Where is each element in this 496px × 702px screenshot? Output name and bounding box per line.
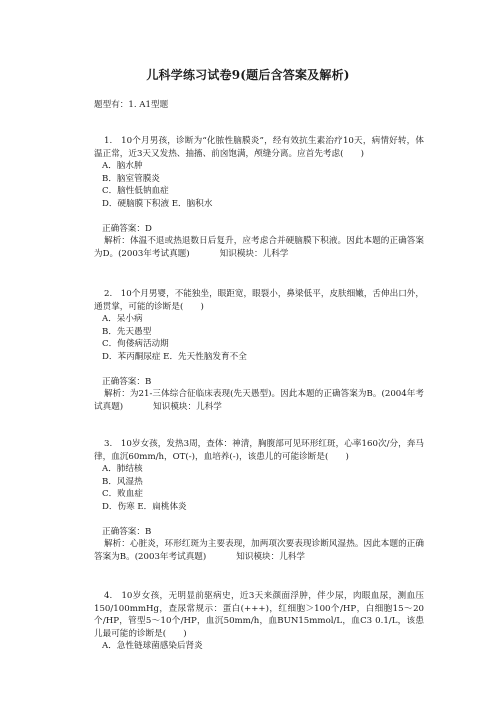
question-2-option-d-e: D．苯丙酮尿症 E．先天性脑发育不全 bbox=[102, 351, 247, 362]
question-3-answer: 正确答案：B bbox=[102, 526, 152, 537]
question-1-answer: 正确答案：D bbox=[102, 223, 152, 234]
question-3-option-b: B．风湿热 bbox=[102, 476, 143, 487]
question-1-option-d-e: D．硬脑膜下积液 E．脑积水 bbox=[102, 198, 213, 209]
question-3-analysis bbox=[94, 538, 424, 563]
page-title: 儿科学练习试卷9(题后含答案及解析) bbox=[146, 68, 350, 82]
question-4-stem: 4. 10岁女孩，无明显前驱病史，近3天来颜面浮肿，伴少尿，肉眼血尿，测血压150/100mmHg，查尿常规示：蛋白(+++)，红细胞＞100个/HP，白细胞15～20个/HP，管型5～10个/HP，血沉50mm/h，血BUN15mmol/L，血C3 0.1/L，该患儿最可能的诊断是( ) bbox=[94, 591, 424, 639]
question-3-option-a: A．肺结核 bbox=[102, 464, 143, 475]
question-1-block bbox=[94, 135, 424, 260]
question-3-block bbox=[94, 438, 424, 563]
question-3-stem: 3. 10岁女孩，发热3周，查体：神清，胸腹部可见环形红斑，心率160次/分，奔马律，血沉60mm/h，OT(-)，血培养(-)，该患儿的可能诊断是( ) bbox=[94, 439, 424, 462]
question-1-option-b: B．脑室管膜炎 bbox=[102, 173, 160, 184]
question-2-analysis bbox=[94, 388, 424, 413]
question-3-option-c: C．败血症 bbox=[102, 489, 143, 500]
question-3-option-d-e: D．伤寒 E．扁桃体炎 bbox=[102, 501, 187, 512]
question-1-analysis bbox=[94, 235, 424, 260]
question-2-option-a: A．呆小病 bbox=[102, 314, 143, 325]
question-1-option-a: A．脑水肿 bbox=[102, 161, 143, 172]
question-3-analysis-text: 解析：心脏炎，环形红斑为主要表现，加两项次要表现诊断风湿热。因此本题的正确答案为B。(2003年考试真题) bbox=[94, 539, 424, 562]
question-4-block bbox=[94, 590, 424, 653]
question-2-option-b: B．先天愚型 bbox=[102, 326, 152, 337]
question-1-analysis-text: 解析：体温不退或热退数日后复升，应考虑合并硬脑膜下积液。因此本题的正确答案为D。(2003年考试真题) bbox=[94, 236, 424, 259]
question-1-module: 知识模块：儿科学 bbox=[219, 248, 289, 259]
question-2-module: 知识模块：儿科学 bbox=[153, 401, 222, 412]
question-1-stem: 1. 10个月男孩，诊断为“化脓性脑膜炎”，经有效抗生素治疗10天，病情好转，体温正常，近3天又发热、抽搐、前囟饱满，颅缝分离。应首先考虑( ) bbox=[94, 136, 424, 159]
question-2-block bbox=[94, 288, 424, 413]
question-type-line: 题型有：1. A1型题 bbox=[94, 100, 169, 110]
question-2-answer: 正确答案：B bbox=[102, 376, 152, 387]
question-2-analysis-text: 解析：为21-三体综合征临床表现(先天愚型)。因此本题的正确答案为B。(2004年考试真题) bbox=[94, 389, 424, 412]
question-4-option-a: A．急性链球菌感染后肾炎 bbox=[102, 641, 203, 652]
question-1-option-c: C．脑性低钠血症 bbox=[102, 186, 169, 197]
question-2-stem: 2. 10个月男婴，不能独坐，眼距宽，眼裂小，鼻梁低平，皮肤细嫩，舌伸出口外，通贯掌，可能的诊断是( ) bbox=[94, 289, 424, 312]
question-2-option-c: C．佝偻病活动期 bbox=[102, 339, 169, 350]
question-3-module: 知识模块：儿科学 bbox=[236, 551, 306, 562]
